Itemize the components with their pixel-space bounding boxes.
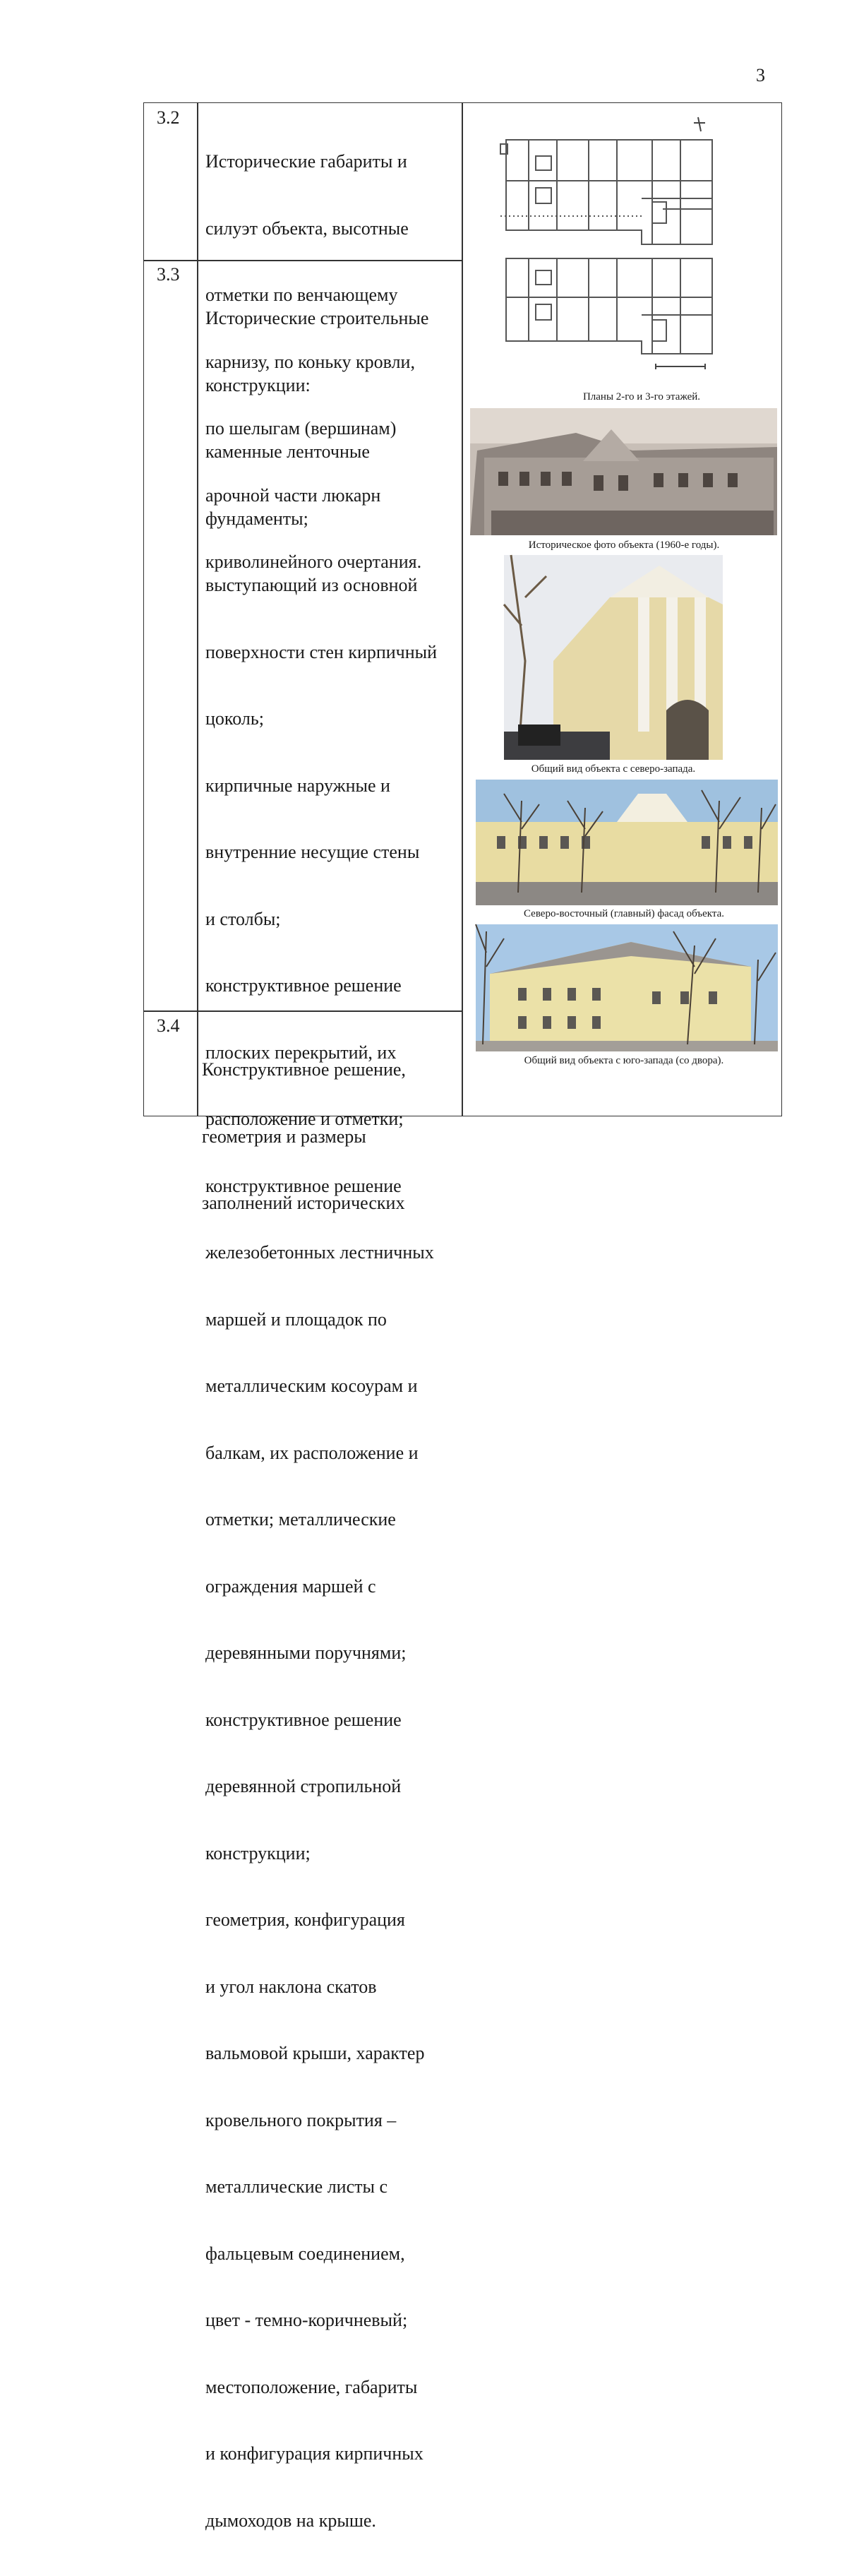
text-line: Исторические габариты и bbox=[205, 151, 407, 172]
photo-northeast-facade bbox=[476, 780, 778, 905]
text-line: поверхности стен кирпичный bbox=[205, 641, 438, 662]
text-line: заполнений исторических bbox=[202, 1193, 405, 1213]
row-number-3-4: 3.4 bbox=[157, 1015, 180, 1036]
text-line: балкам, их расположение и bbox=[205, 1442, 419, 1463]
caption-historic: Историческое фото объекта (1960-е годы). bbox=[528, 539, 720, 551]
text-line: криволинейного очертания. bbox=[205, 551, 422, 572]
text-line: расположение и отметки; bbox=[205, 1109, 404, 1129]
text-line: металлические листы с bbox=[205, 2176, 388, 2197]
text-line: конструкции: bbox=[205, 374, 311, 395]
row-text-3-4 bbox=[202, 1014, 406, 1259]
floor-plan-3rd-floor bbox=[500, 255, 747, 378]
text-line: геометрия, конфигурация bbox=[205, 1909, 405, 1930]
text-line: силуэт объекта, высотные bbox=[205, 217, 409, 239]
text-line: выступающий из основной bbox=[205, 575, 418, 595]
text-line: и конфигурация кирпичных bbox=[205, 2443, 424, 2464]
page-number: 3 bbox=[756, 65, 765, 85]
caption-northeast: Северо-восточный (главный) фасад объекта. bbox=[523, 908, 725, 919]
text-line: конструктивное решение bbox=[205, 1175, 402, 1196]
text-line: и угол наклона скатов bbox=[205, 1976, 377, 1997]
text-line: цвет - темно-коричневый; bbox=[205, 2310, 408, 2330]
table bbox=[143, 102, 782, 2531]
text-line: по шелыгам (вершинам) bbox=[205, 418, 397, 439]
text-line: Исторические строительные bbox=[205, 308, 429, 328]
text-line: конструкции; bbox=[205, 1842, 311, 1864]
text-line: арочной части люкарн bbox=[205, 484, 381, 506]
text-line: ограждения маршей с bbox=[205, 1575, 376, 1597]
text-line: вальмовой крыши, характер bbox=[205, 2043, 425, 2063]
text-line: фальцевым соединением, bbox=[205, 2243, 405, 2264]
text-line: маршей и площадок по bbox=[205, 1308, 387, 1330]
caption-plans: Планы 2-го и 3-го этажей. bbox=[582, 391, 701, 402]
text-line: внутренние несущие стены bbox=[205, 842, 420, 862]
row-number-3-3: 3.3 bbox=[157, 264, 180, 285]
row-number-3-2: 3.2 bbox=[157, 107, 180, 128]
text-line: плоских перекрытий, их bbox=[205, 1042, 397, 1063]
text-line: деревянными поручнями; bbox=[205, 1642, 407, 1663]
floor-plan-2nd-floor bbox=[500, 110, 747, 251]
col-divider-1 bbox=[197, 103, 198, 1116]
col-divider-2 bbox=[462, 103, 463, 1116]
text-line: фундаменты; bbox=[205, 508, 308, 529]
caption-southwest: Общий вид объекта с юго-запада (со двора). bbox=[524, 1055, 724, 1066]
text-line: кровельного покрытия – bbox=[205, 2109, 397, 2130]
text-line: местоположение, габариты bbox=[205, 2376, 418, 2397]
photo-northwest bbox=[504, 555, 723, 760]
text-line: цоколь; bbox=[205, 708, 264, 729]
photo-southwest bbox=[476, 924, 778, 1051]
text-line: каменные ленточные bbox=[205, 441, 370, 462]
text-line: конструктивное решение bbox=[205, 1709, 402, 1730]
text-line: карнизу, по коньку кровли, bbox=[205, 351, 415, 372]
text-line: отметки; металлические bbox=[205, 1509, 396, 1530]
caption-northwest: Общий вид объекта с северо-запада. bbox=[531, 763, 696, 775]
text-line: деревянной стропильной bbox=[205, 1776, 402, 1796]
text-line: и столбы; bbox=[205, 908, 281, 929]
text-line: кирпичные наружные и bbox=[205, 775, 390, 796]
text-line: металлическим косоурам и bbox=[205, 1376, 418, 1396]
row-text-3-3 bbox=[205, 263, 437, 2576]
text-line: конструктивное решение bbox=[205, 975, 402, 996]
text-line: железобетонных лестничных bbox=[205, 1242, 434, 1263]
text-line: отметки по венчающему bbox=[205, 285, 398, 305]
historic-photo bbox=[470, 408, 777, 535]
text-line: Конструктивное решение, bbox=[202, 1059, 406, 1080]
text-line: геометрия и размеры bbox=[202, 1126, 366, 1147]
text-line: дымоходов на крыше. bbox=[205, 2510, 376, 2531]
